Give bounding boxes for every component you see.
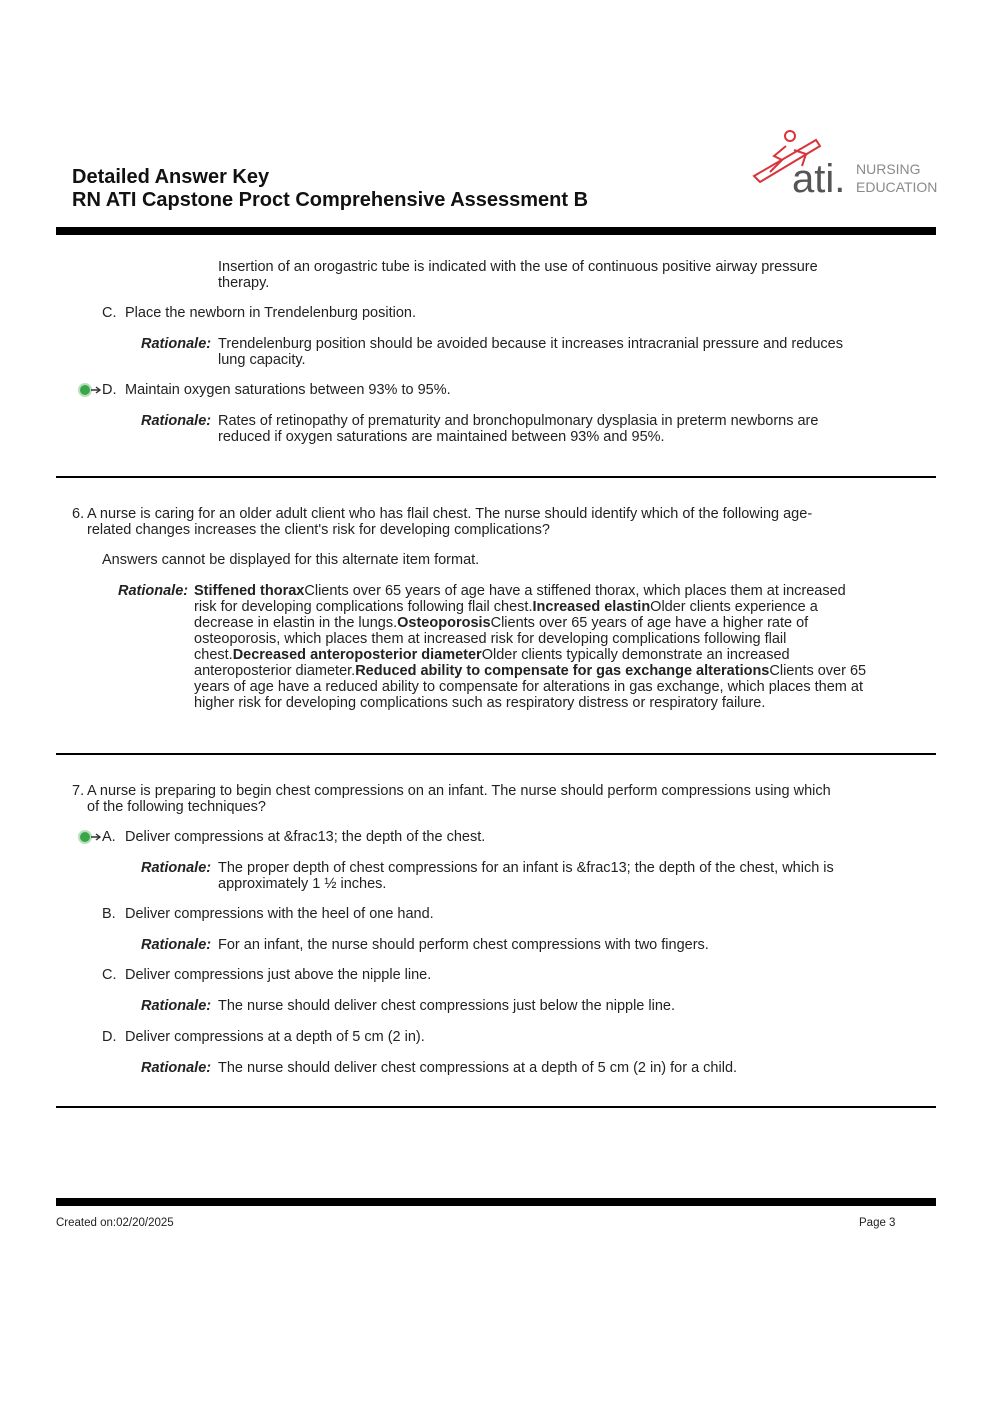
option-text: Maintain oxygen saturations between 93% to 95%. (125, 382, 451, 398)
question-number: 6. (72, 506, 85, 522)
question-7-stem (72, 783, 852, 815)
title-line-2: RN ATI Capstone Proct Comprehensive Assessment B (72, 189, 589, 211)
option-letter: A. (102, 829, 116, 845)
section-divider (56, 1106, 936, 1108)
option-d (102, 1029, 425, 1045)
rationale-term: Increased elastin (532, 599, 651, 615)
option-b (102, 906, 434, 922)
option-c (102, 305, 416, 321)
rationale-term: Reduced ability to compensate for gas exchange alterations (355, 663, 770, 679)
rationale-label: Rationale: (141, 998, 212, 1014)
rationale-text: The nurse should deliver chest compressions at a depth of 5 cm (2 in) for a child. (218, 1060, 738, 1076)
header-rule (56, 227, 936, 235)
rationale-detail: Clients over 65 years of age have a higher rate of osteoporosis, which places them at increased risk for developing complications following flail chest. (194, 615, 809, 663)
rationale-label: Rationale: (141, 413, 212, 429)
rationale-term: Decreased anteroposterior diameter (232, 647, 482, 663)
option-text: Place the newborn in Trendelenburg position. (125, 305, 416, 321)
rationale-label: Rationale: (118, 583, 189, 599)
option-text: Deliver compressions at a depth of 5 cm (2 in). (125, 1029, 425, 1045)
alternate-format-note: Answers cannot be displayed for this alternate item format. (102, 552, 480, 568)
ati-nursing-logo (746, 126, 938, 201)
rationale-label: Rationale: (141, 336, 212, 352)
correct-answer-marker-icon (76, 382, 104, 398)
option-d-correct (102, 382, 451, 398)
created-date: Created on:02/20/2025 (56, 1217, 174, 1229)
rationale-detail: Older clients typically demonstrate an increased anteroposterior diameter. (194, 647, 790, 679)
rationale-term: Osteoporosis (397, 615, 491, 631)
rationale-text: The nurse should deliver chest compressions just below the nipple line. (218, 998, 675, 1014)
rationale-text: The proper depth of chest compressions for an infant is &frac13; the depth of the chest, which is approximately 1 ½ inches. (218, 860, 834, 892)
document-title (72, 166, 588, 212)
question-number: 7. (72, 783, 85, 799)
footer-rule (56, 1198, 936, 1206)
correct-answer-marker-icon (76, 829, 104, 845)
logo-nursing: NURSING (856, 161, 921, 177)
prev-rationale-text: Insertion of an orogastric tube is indicated with the use of continuous positive airway pressure therapy. (218, 259, 818, 291)
title-line-1: Detailed Answer Key (72, 166, 270, 188)
rationale-text: For an infant, the nurse should perform chest compressions with two fingers. (218, 937, 709, 953)
option-text: Deliver compressions just above the nipple line. (125, 967, 432, 983)
section-divider (56, 476, 936, 478)
rationale-term: Stiffened thorax (194, 583, 305, 599)
rationale-detail: Older clients experience a decrease in elastin in the lungs. (194, 599, 818, 631)
rationale-detail: Clients over 65 years of age have a stiffened thorax, which places them at increased risk for developing complications following flail chest. (194, 583, 846, 615)
rationale-detail: Clients over 65 years of age have a reduced ability to compensate for alterations in gas exchange, which places them at higher risk for developing complications such as respiratory distress or respiratory failure. (194, 663, 867, 711)
logo-education: EDUCATION (856, 179, 938, 195)
page-number: Page 3 (859, 1217, 896, 1229)
option-text: Deliver compressions at &frac13; the depth of the chest. (125, 829, 486, 845)
question-text: A nurse is caring for an older adult client who has flail chest. The nurse should identify which of the following age-related changes increases the client's risk for developing complications? (87, 506, 813, 538)
option-c (102, 967, 431, 983)
rationale-text: Trendelenburg position should be avoided because it increases intracranial pressure and reduces lung capacity. (218, 336, 843, 368)
option-letter: D. (102, 1029, 117, 1045)
rationale-text (194, 583, 872, 711)
option-letter: C. (102, 305, 117, 321)
question-6-stem (72, 506, 852, 538)
option-letter: D. (102, 382, 117, 398)
option-letter: C. (102, 967, 117, 983)
rationale-label: Rationale: (141, 860, 212, 876)
section-divider (56, 753, 936, 755)
question-text: A nurse is preparing to begin chest compressions on an infant. The nurse should perform compressions using which of the following techniques? (87, 783, 831, 815)
option-letter: B. (102, 906, 116, 922)
option-text: Deliver compressions with the heel of one hand. (125, 906, 434, 922)
rationale-label: Rationale: (141, 1060, 212, 1076)
rationale-label: Rationale: (141, 937, 212, 953)
option-a-correct (102, 829, 485, 845)
rationale-text: Rates of retinopathy of prematurity and bronchopulmonary dysplasia in preterm newborns are reduced if oxygen saturations are maintained between 93% and 95%. (218, 413, 819, 445)
logo-wordmark: ati. (792, 157, 846, 201)
